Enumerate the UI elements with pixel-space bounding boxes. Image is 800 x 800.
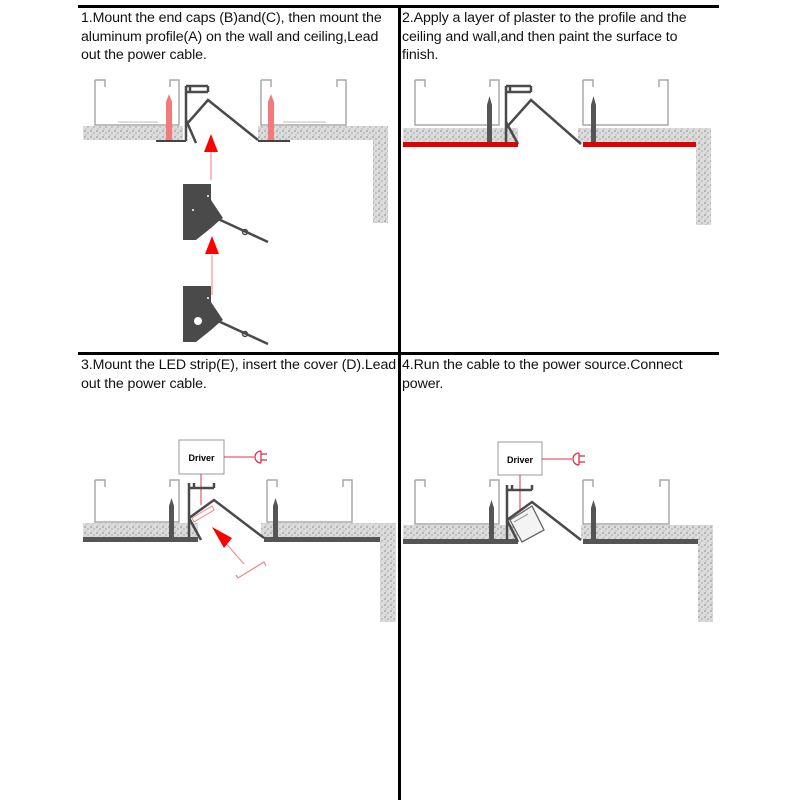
step-2-diagram [398, 70, 718, 230]
step-4-diagram [398, 430, 718, 630]
step-1-diagram [78, 70, 398, 355]
paint-layer-left [403, 142, 518, 147]
end-cap-b [183, 184, 223, 240]
end-cap-c [183, 286, 223, 342]
paint-layer-right [583, 142, 696, 147]
cover-d [236, 562, 266, 578]
arrow-up-icon [204, 134, 218, 152]
arrow-insert-icon [212, 527, 232, 548]
step-1-text: 1.Mount the end caps (B)and(C), then mount the aluminum profile(A) on the wall and ceiling,Lead out the power cable. [81, 10, 382, 63]
power-plug-icon [255, 451, 267, 463]
step-2-text: 2.Apply a layer of plaster to the profile and the ceiling and wall,and then paint the surface to finish. [402, 10, 687, 63]
arrow-up-icon [205, 236, 219, 254]
step-3-diagram [78, 430, 398, 630]
power-plug-icon [573, 453, 585, 465]
driver-label: Driver [506, 455, 534, 465]
step-3-text: 3.Mount the LED strip(E), insert the cover (D).Lead out the power cable. [81, 357, 397, 392]
driver-label: Driver [188, 453, 215, 463]
step-4-text: 4.Run the cable to the power source.Connect power. [402, 357, 683, 392]
